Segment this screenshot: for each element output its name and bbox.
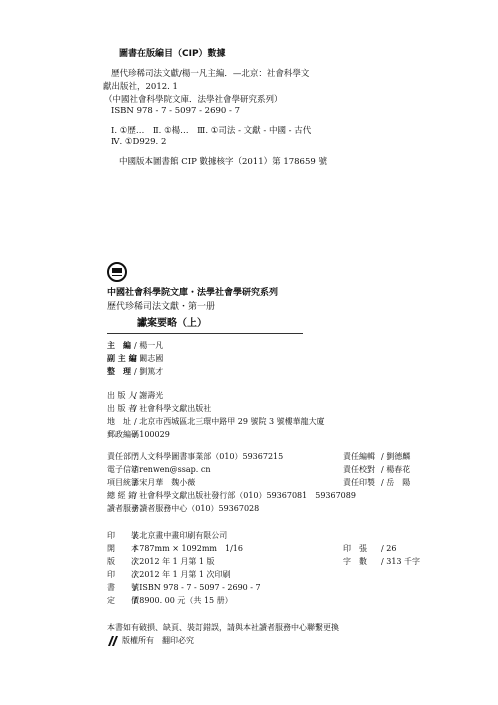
staff-row: 項目統籌/ 宋月華 魏小薇 bbox=[107, 478, 196, 487]
cip-line-4: ISBN 978 - 7 - 5097 - 2690 - 7 bbox=[111, 106, 240, 116]
book-title: 歷代珍稀司法文獻・第一册 bbox=[107, 302, 216, 312]
editor-row: 整 理 / 劉篤才 bbox=[107, 367, 164, 376]
editor-row: 副 主 編/ 闞志國 bbox=[107, 354, 164, 363]
staff-row: 讀者服務/ 讀者服務中心（010）59367028 bbox=[107, 504, 260, 513]
copyright-notice: 版權所有 翻印必究 bbox=[122, 636, 194, 645]
editor-row: 主 編 / 楊一凡 bbox=[107, 341, 164, 350]
cip-line-2: 獻出版社，2012. 1 bbox=[103, 82, 178, 92]
cip-header: 圖書在版編目（CIP）數據 bbox=[119, 49, 226, 59]
publisher-row: 出 版 人/ 謝壽光 bbox=[107, 391, 164, 400]
volume-title: 讞案要略（上） bbox=[137, 318, 207, 329]
title-divider bbox=[107, 333, 303, 334]
staff-right-row: 責任校對 / 楊春花 bbox=[343, 465, 411, 474]
print-row: 開 本/ 787mm × 1092mm 1/16 bbox=[107, 544, 243, 553]
staff-row: 總 經 銷/ 社會科學文獻出版社發行部（010）59367081 59367089 bbox=[107, 491, 356, 500]
print-row: 版 次/ 2012 年 1 月第 1 版 bbox=[107, 557, 215, 566]
print-row: 印 裝/ 北京畫中畫印刷有限公司 bbox=[107, 531, 228, 540]
publisher-row: 出 版 者/ 社會科學文獻出版社 bbox=[107, 404, 212, 413]
replacement-notice: 本書如有破損、缺頁、裝訂錯誤，請與本社讀者服務中心聯繫更換 bbox=[107, 623, 339, 632]
staff-right-row: 責任印製 / 岳 陽 bbox=[343, 478, 411, 487]
print-right-row: 字 數 / 313 千字 bbox=[343, 557, 421, 566]
cip-line-7: 中國版本圖書館 CIP 數據核字（2011）第 178659 號 bbox=[119, 157, 327, 167]
publisher-logo-icon bbox=[107, 262, 127, 282]
publisher-mark-icon bbox=[108, 636, 119, 646]
print-right-row: 印 張 / 26 bbox=[343, 544, 397, 553]
cip-line-5: Ⅰ. ①歷… Ⅱ. ①楊… Ⅲ. ①司法 - 文獻 - 中國 - 古代 bbox=[111, 126, 312, 136]
staff-right-row: 責任編輯 / 劉德麟 bbox=[343, 452, 411, 461]
staff-row: 電子信箱/ renwen@ssap. cn bbox=[107, 465, 211, 474]
print-row: 定 價/ 8900. 00 元（共 15 册） bbox=[107, 596, 233, 605]
publisher-row: 郵政編碼/ 100029 bbox=[107, 430, 170, 439]
cip-line-1: 歷代珍稀司法文獻/楊一凡主編．—北京：社會科學文 bbox=[111, 69, 310, 79]
publisher-row: 地 址 / 北京市西城區北三環中路甲 29 號院 3 號樓華龍大廈 bbox=[107, 417, 325, 426]
series-title: 中國社會科學院文庫・法學社會學研究系列 bbox=[107, 288, 279, 298]
print-row: 印 次/ 2012 年 1 月第 1 次印刷 bbox=[107, 570, 231, 579]
print-row: 書 號/ ISBN 978 - 7 - 5097 - 2690 - 7 bbox=[107, 583, 261, 592]
staff-row: 責任部門/ 人文科學圖書事業部（010）59367215 bbox=[107, 452, 284, 461]
cip-line-6: Ⅳ. ①D929. 2 bbox=[111, 137, 167, 147]
cip-line-3: （中國社會科學院文庫．法學社會學研究系列） bbox=[104, 95, 283, 105]
